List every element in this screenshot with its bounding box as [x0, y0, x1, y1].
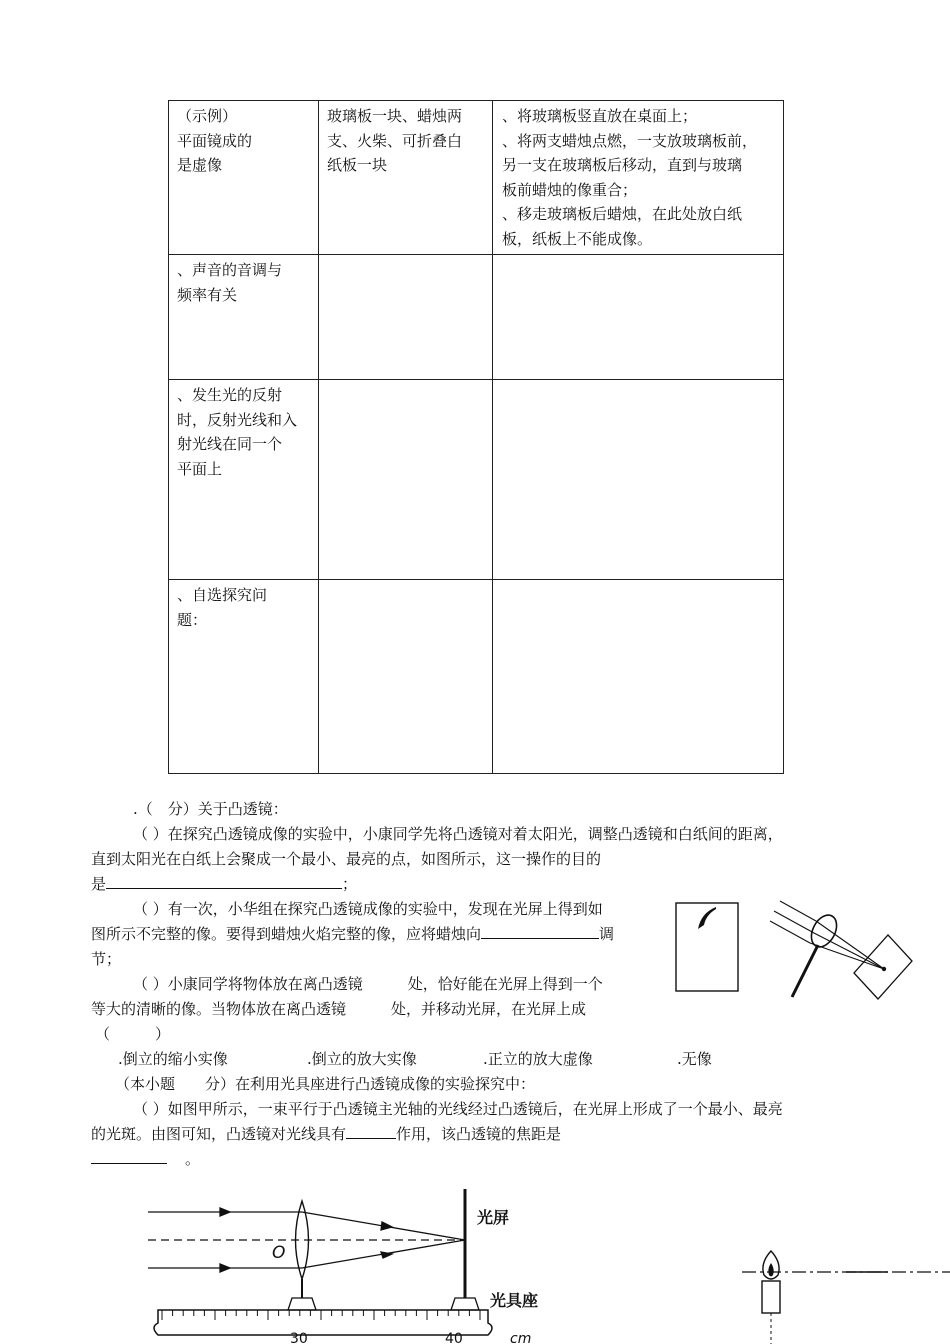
experiment-table [168, 100, 784, 774]
topic-cell [169, 380, 319, 580]
lens-center-label: O [272, 1243, 286, 1263]
cell-text: 、将两支蜡烛点燃，一支放玻璃板前， [502, 131, 758, 150]
lens-handle [792, 945, 818, 997]
answer-blank[interactable] [106, 872, 342, 889]
screen-label: 光屏 [477, 1208, 510, 1227]
materials-cell [319, 101, 493, 255]
question-text-part: 调 [599, 925, 615, 943]
cell-text: （示例） [177, 107, 238, 125]
question-text: （ ）如图甲所示，一束平行于凸透镜主光轴的光线经过凸透镜后，在光屏上形成了一个最小、最亮 [133, 1100, 783, 1118]
cell-text: 频率有关 [177, 285, 238, 304]
option-b[interactable]: .倒立的放大实像 [307, 1050, 417, 1068]
cell-text: 、移走玻璃板后蜡烛，在此处放白纸 [502, 205, 743, 223]
candle-figure [738, 1245, 950, 1344]
question-text-part: 的光斑。由图可知，凸透镜对光线具有 [91, 1125, 347, 1143]
cell-text: 板，纸板上不能成像。 [502, 229, 653, 248]
answer-choice-bracket[interactable]: （ ） [95, 1025, 171, 1043]
topic-cell [169, 255, 319, 380]
candle-flame-core [768, 1263, 773, 1277]
bench-ticks [162, 1310, 480, 1320]
question-text: 直到太阳光在白纸上会聚成一个最小、最亮的点，如图所示，这一操作的目的 [91, 850, 602, 868]
white-paper [854, 935, 912, 999]
cell-text: 、声音的音调与 [177, 261, 283, 279]
cell-text: 、发生光的反射 [177, 386, 283, 404]
cell-text: 另一支在玻璃板后移动，直到与玻璃 [502, 156, 743, 174]
cell-text: 、自选探究问 [177, 586, 268, 604]
optical-bench-figure [140, 1185, 570, 1344]
question-text: （ ）有一次，小华组在探究凸透镜成像的实验中，发现在光屏上得到如 [133, 900, 603, 918]
unit-label: cm [510, 1331, 532, 1344]
question-text-part: 图所示不完整的像。要得到蜡烛火焰完整的像，应将蜡烛向 [91, 925, 482, 943]
question-text [91, 1147, 200, 1171]
steps-cell[interactable] [493, 580, 784, 774]
option-c[interactable]: .正立的放大虚像 [483, 1050, 593, 1068]
table-row [169, 580, 784, 774]
question-text: （ ）小康同学将物体放在离凸透镜 处，恰好能在光屏上得到一个 [133, 975, 603, 993]
question-text: 节； [91, 950, 122, 968]
table-row [169, 255, 784, 380]
answer-blank[interactable] [481, 922, 599, 939]
lens-holder [288, 1298, 316, 1310]
focus-spot [882, 967, 886, 971]
question-text: （ ）在探究凸透镜成像的实验中，小康同学先将凸透镜对着太阳光，调整凸透镜和白纸间的距离， [133, 825, 783, 843]
question-text [91, 922, 614, 946]
question-heading: （本小题 分）在利用光具座进行凸透镜成像的实验探究中： [115, 1075, 536, 1093]
cell-text: 支、火柴、可折叠白 [327, 131, 463, 150]
steps-cell [493, 101, 784, 255]
topic-cell [169, 580, 319, 774]
question-heading: .（ 分）关于凸透镜： [133, 800, 288, 818]
question-text-part: 。 [185, 1150, 201, 1168]
answer-blank[interactable] [91, 1147, 167, 1164]
cell-text: 是虚像 [177, 156, 223, 174]
question-text-part: 是 [91, 875, 107, 893]
question-text [91, 872, 357, 896]
cell-text: 板前蜡烛的像重合； [502, 180, 638, 199]
table-row [169, 101, 784, 255]
cell-text: 平面镜成的 [177, 131, 253, 150]
screen-holder [451, 1298, 479, 1310]
cell-text: 、将玻璃板竖直放在桌面上； [502, 107, 698, 125]
answer-blank[interactable] [346, 1122, 396, 1139]
table-row [169, 380, 784, 580]
question-text-part: ； [342, 875, 358, 893]
partial-flame [698, 907, 716, 929]
cell-text: 玻璃板一块、蜡烛两 [327, 107, 463, 125]
option-a[interactable]: .倒立的缩小实像 [118, 1050, 228, 1068]
materials-cell[interactable] [319, 255, 493, 380]
tick-label-40: 40 [445, 1331, 463, 1344]
incomplete-image-figure [668, 895, 918, 1005]
candle-body [762, 1281, 780, 1313]
question-text-part: 作用，该凸透镜的焦距是 [396, 1125, 562, 1143]
bench-label: 光具座 [490, 1291, 539, 1310]
cell-text: 纸板一块 [327, 156, 388, 174]
topic-cell [169, 101, 319, 255]
cell-text: 射光线在同一个 [177, 435, 283, 453]
question-text [91, 1122, 561, 1146]
option-d[interactable]: .无像 [677, 1050, 712, 1068]
cell-text: 平面上 [177, 459, 223, 478]
question-text: 等大的清晰的像。当物体放在离凸透镜 处，并移动光屏，在光屏上成 [91, 1000, 587, 1018]
tick-label-30: 30 [290, 1331, 308, 1344]
materials-cell[interactable] [319, 380, 493, 580]
steps-cell[interactable] [493, 255, 784, 380]
steps-cell[interactable] [493, 380, 784, 580]
cell-text: 题： [177, 610, 208, 629]
cell-text: 时，反射光线和入 [177, 410, 298, 429]
materials-cell[interactable] [319, 580, 493, 774]
